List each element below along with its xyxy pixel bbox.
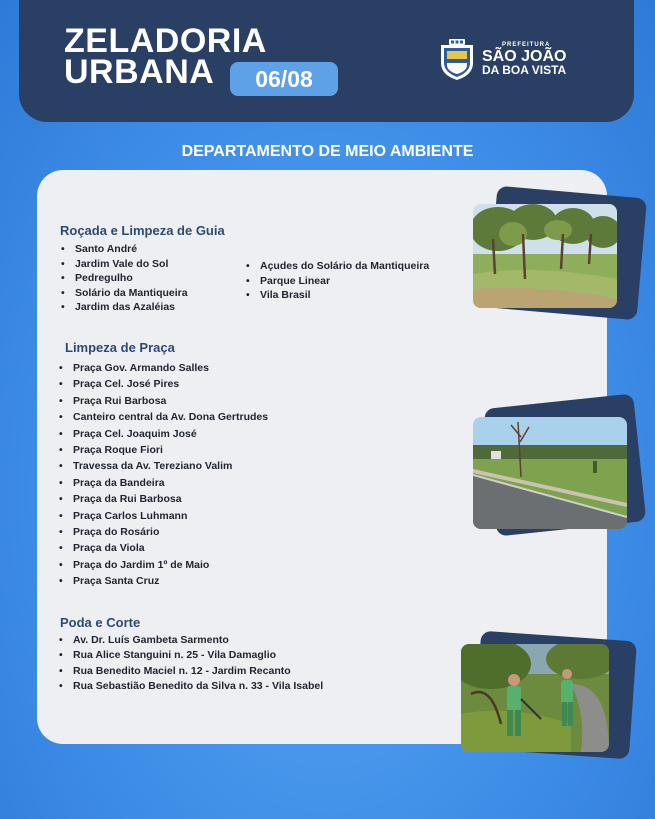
list-item: • Rua Benedito Maciel n. 12 - Jardim Recanto bbox=[59, 664, 323, 679]
list-item: • Açudes do Solário da Mantiqueira bbox=[246, 259, 429, 274]
list-item: • Praça da Rui Barbosa bbox=[59, 491, 268, 507]
logo-line-2: DA BOA VISTA bbox=[482, 63, 567, 77]
list-item: • Praça Santa Cruz bbox=[59, 573, 268, 589]
photo-rocada bbox=[473, 204, 617, 308]
list-item: • Praça Rui Barbosa bbox=[59, 393, 268, 409]
list-item: • Praça Roque Fiori bbox=[59, 442, 268, 458]
header-banner bbox=[19, 0, 634, 122]
coat-of-arms-icon bbox=[437, 39, 477, 81]
list-item: • Praça do Jardim 1º de Maio bbox=[59, 557, 268, 573]
title-line-1: ZELADORIA bbox=[64, 22, 267, 60]
list-item: • Praça do Rosário bbox=[59, 524, 268, 540]
logo-line-1: SÃO JOÃO bbox=[482, 48, 567, 65]
list-item: • Rua Alice Stanguini n. 25 - Vila Damaglio bbox=[59, 648, 323, 663]
list-item: • Praça Carlos Luhmann bbox=[59, 508, 268, 524]
list-item: • Praça da Bandeira bbox=[59, 475, 268, 491]
list-item: • Av. Dr. Luís Gambeta Sarmento bbox=[59, 633, 323, 648]
list-item: • Parque Linear bbox=[246, 274, 429, 289]
list-item: • Jardim Vale do Sol bbox=[61, 257, 188, 272]
list-item: • Canteiro central da Av. Dona Gertrudes bbox=[59, 409, 268, 425]
department-title: DEPARTAMENTO DE MEIO AMBIENTE bbox=[181, 143, 474, 160]
road-grass-icon bbox=[473, 417, 627, 529]
park-trees-icon bbox=[473, 204, 617, 308]
praca-list bbox=[59, 360, 268, 590]
photo-praca-frame bbox=[470, 395, 645, 540]
list-item: • Rua Sebastião Benedito da Silva n. 33 - Vila Isabel bbox=[59, 679, 323, 694]
rocada-list-col2 bbox=[246, 259, 429, 303]
logo-small-text: PREFEITURA bbox=[502, 42, 551, 48]
photo-rocada-frame bbox=[470, 190, 645, 320]
city-logo bbox=[437, 39, 597, 83]
list-item: • Praça Gov. Armando Salles bbox=[59, 360, 268, 376]
list-item: • Vila Brasil bbox=[246, 288, 429, 303]
photo-praca bbox=[473, 417, 627, 529]
photo-poda bbox=[461, 644, 609, 752]
poda-list bbox=[59, 633, 323, 695]
list-item: • Travessa da Av. Tereziano Valim bbox=[59, 458, 268, 474]
list-item: • Pedregulho bbox=[61, 271, 188, 286]
list-item: • Praça Cel. Joaquim José bbox=[59, 426, 268, 442]
list-item: • Praça da Viola bbox=[59, 540, 268, 556]
list-item: • Solário da Mantiqueira bbox=[61, 286, 188, 301]
list-item: • Praça Cel. José Pires bbox=[59, 376, 268, 392]
title-line-2: URBANA bbox=[64, 53, 215, 91]
rocada-list-col1 bbox=[61, 242, 188, 315]
date-badge: 06/08 bbox=[230, 62, 338, 96]
section-title-rocada: Roçada e Limpeza de Guia bbox=[60, 223, 225, 238]
photo-poda-frame bbox=[455, 630, 640, 760]
list-item: • Santo André bbox=[61, 242, 188, 257]
workers-pruning-icon bbox=[461, 644, 609, 752]
section-title-poda: Poda e Corte bbox=[60, 615, 141, 630]
section-title-praca: Limpeza de Praça bbox=[65, 340, 175, 355]
list-item: • Jardim das Azaléias bbox=[61, 300, 188, 315]
